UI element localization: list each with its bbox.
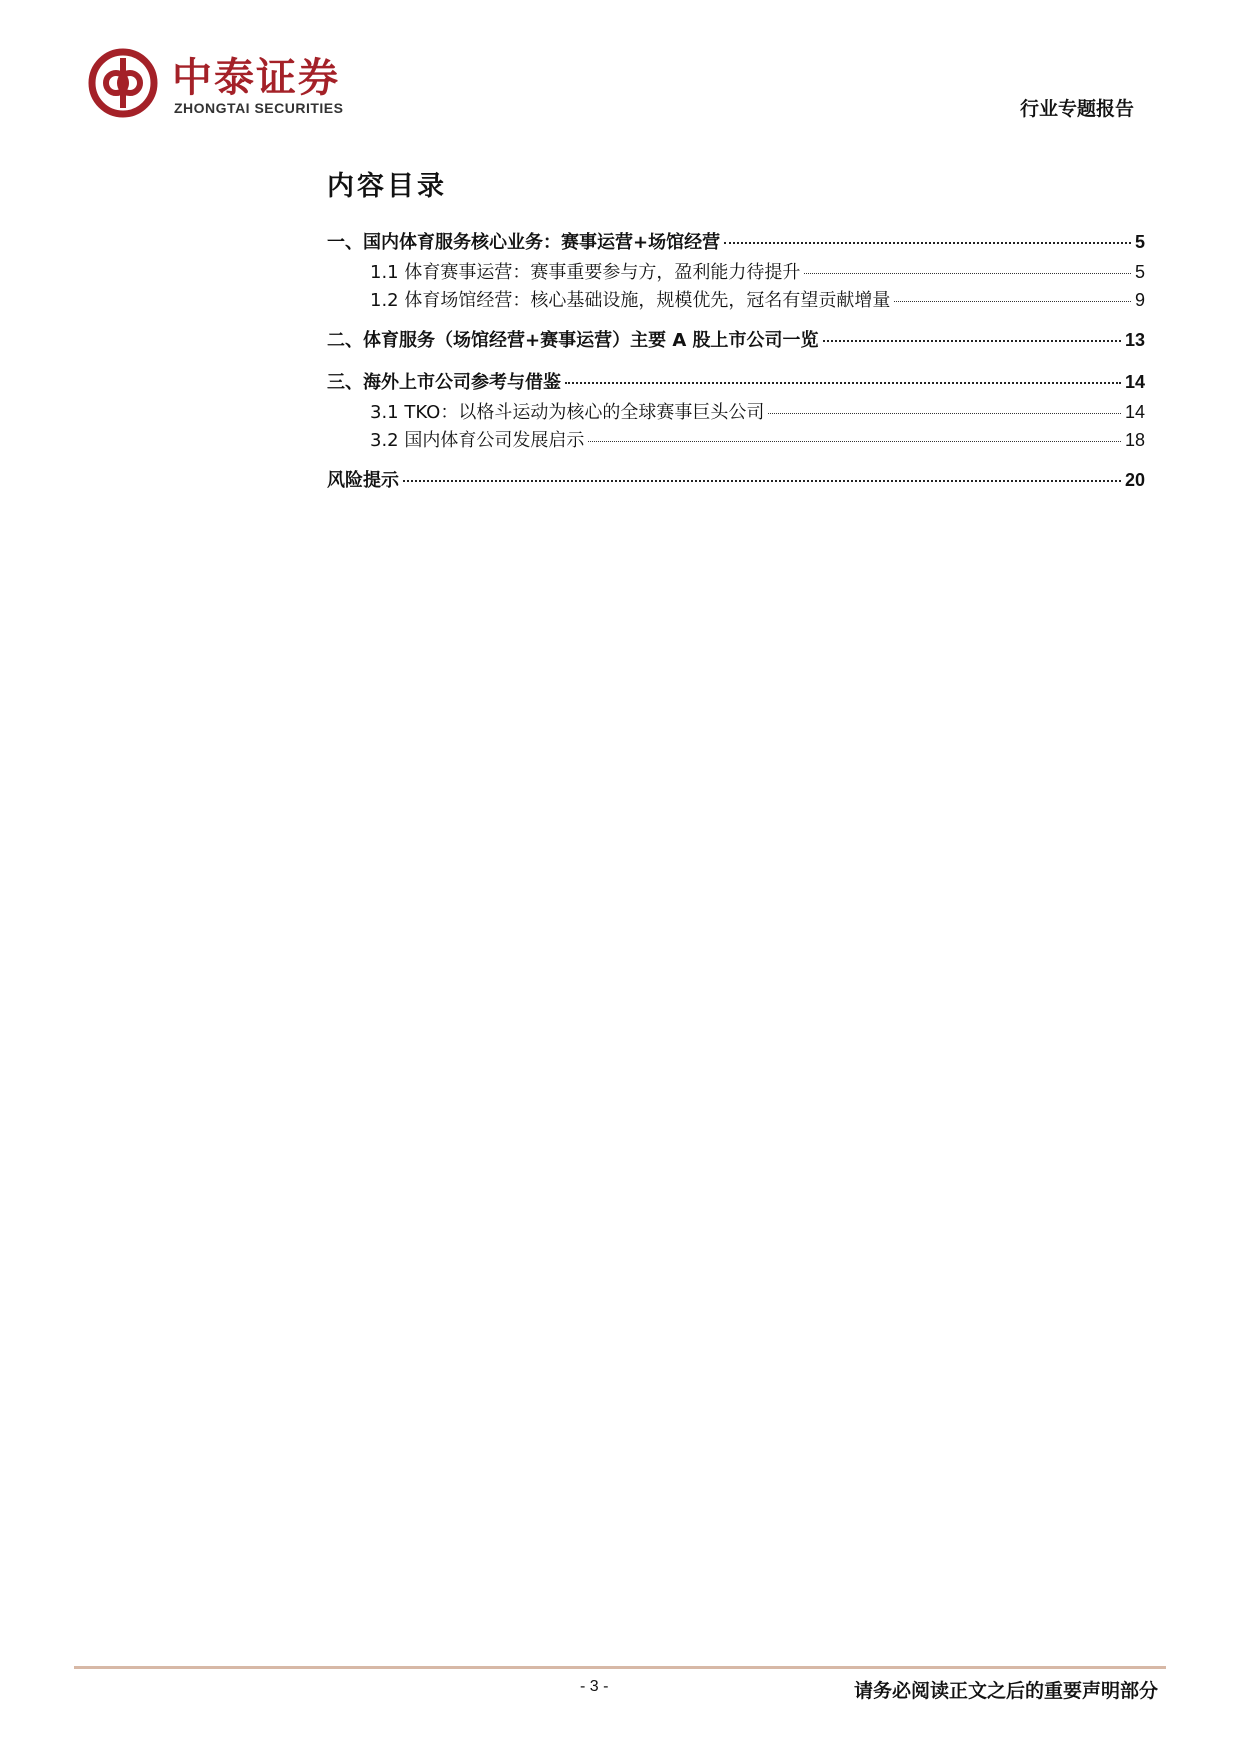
toc-entry-page: 14 (1124, 402, 1145, 422)
toc-entry[interactable] (327, 466, 1145, 492)
toc-entry-text: 三、海外上市公司参考与借鉴 (327, 372, 561, 393)
toc-entry-text: 一、国内体育服务核心业务：赛事运营+场馆经营 (327, 232, 721, 253)
toc-entry-page: 14 (1124, 372, 1145, 392)
report-type-label: 行业专题报告 (1019, 98, 1134, 120)
toc-dot-leader (768, 413, 1121, 414)
toc-dot-leader (823, 340, 1121, 342)
toc-entry[interactable] (327, 286, 1145, 312)
toc-title: 内容目录 (327, 171, 447, 202)
toc-entry[interactable] (327, 368, 1145, 394)
page-number: - 3 - (580, 1678, 609, 1695)
toc-entry-page: 5 (1134, 232, 1145, 252)
logo-english-name: ZHONGTAI SECURITIES (174, 100, 344, 116)
toc-entry-text: 3.1 TKO：以格斗运动为核心的全球赛事巨头公司 (370, 402, 765, 423)
toc-entry-page: 5 (1134, 262, 1145, 282)
toc-dot-leader (894, 301, 1131, 302)
toc-dot-leader (588, 441, 1121, 442)
toc-entry[interactable] (327, 326, 1145, 352)
toc-dot-leader (403, 480, 1121, 482)
toc-entry-text: 1.2 体育场馆经营：核心基础设施，规模优先，冠名有望贡献增量 (370, 290, 891, 311)
logo-chinese-name: 中泰证券 (172, 55, 340, 101)
toc-entry[interactable] (327, 258, 1145, 284)
toc-entry-text: 风险提示 (327, 470, 399, 491)
toc-entry-page: 18 (1124, 430, 1145, 450)
toc-entry-text: 3.2 国内体育公司发展启示 (370, 430, 585, 451)
footer-disclaimer: 请务必阅读正文之后的重要声明部分 (853, 1680, 1158, 1702)
zhongtai-logo-icon (88, 48, 158, 118)
toc-entry[interactable] (327, 228, 1145, 254)
toc-entry-page: 13 (1124, 330, 1145, 350)
toc-dot-leader (724, 242, 1131, 244)
toc-entry-text: 1.1 体育赛事运营：赛事重要参与方，盈利能力待提升 (370, 262, 801, 283)
company-logo (88, 44, 388, 124)
toc-entry[interactable] (327, 426, 1145, 452)
toc-entry-text: 二、体育服务（场馆经营+赛事运营）主要 A 股上市公司一览 (327, 330, 819, 351)
footer-divider (74, 1666, 1166, 1669)
toc-entry-page: 20 (1124, 470, 1145, 490)
toc-dot-leader (804, 273, 1131, 274)
toc-entry[interactable] (327, 398, 1145, 424)
toc-dot-leader (565, 382, 1121, 384)
toc-entry-page: 9 (1134, 290, 1145, 310)
